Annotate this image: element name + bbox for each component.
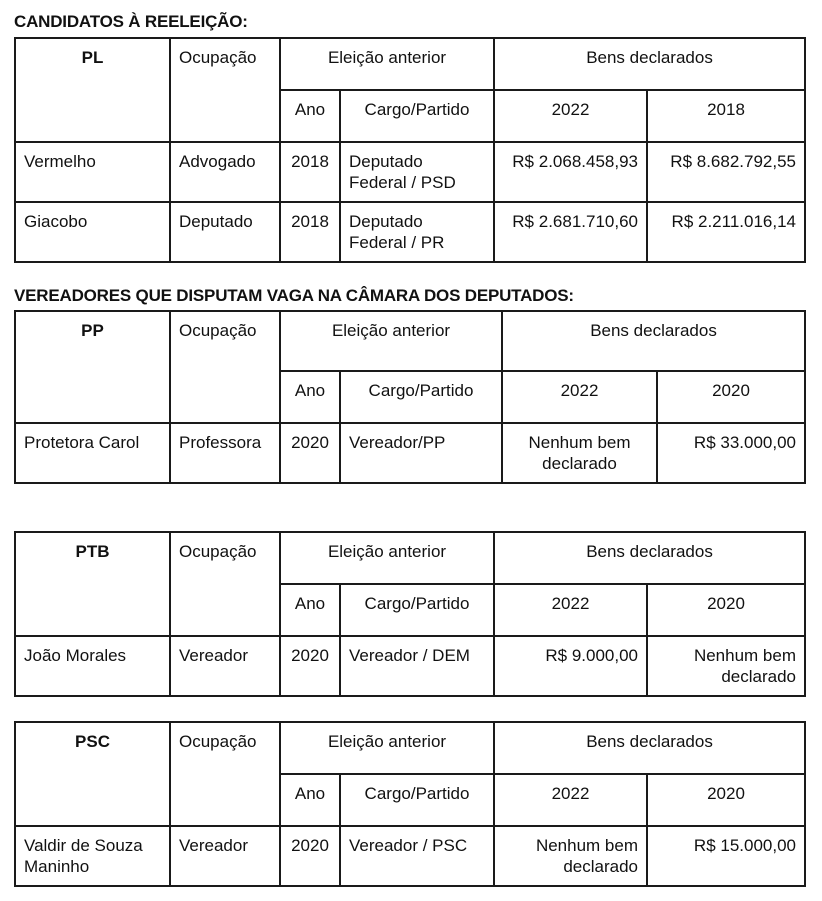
declared-assets-header: Bens declarados — [502, 311, 805, 371]
previous-election-header: Eleição anterior — [280, 38, 494, 90]
candidate-assets-a: R$ 9.000,00 — [494, 636, 647, 696]
previous-election-header: Eleição anterior — [280, 722, 494, 774]
assets-year-b-header: 2020 — [657, 371, 805, 423]
declared-assets-header: Bens declarados — [494, 722, 805, 774]
candidate-office: Deputado Federal / PSD — [340, 142, 494, 202]
assets-year-a-header: 2022 — [494, 774, 647, 826]
party-header: PTB — [15, 532, 170, 636]
occupation-header: Ocupação — [170, 532, 280, 636]
table-row — [15, 826, 805, 886]
candidate-year: 2018 — [280, 202, 340, 262]
section-heading-reeleicao: CANDIDATOS À REELEIÇÃO: — [14, 12, 248, 31]
previous-election-header: Eleição anterior — [280, 311, 502, 371]
candidate-name: Valdir de Souza Maninho — [15, 826, 170, 886]
assets-year-a-header: 2022 — [502, 371, 657, 423]
candidate-year: 2020 — [280, 423, 340, 483]
candidate-assets-b: R$ 33.000,00 — [657, 423, 805, 483]
table-row — [15, 202, 805, 262]
assets-year-a-header: 2022 — [494, 584, 647, 636]
office-party-header: Cargo/Partido — [340, 774, 494, 826]
office-party-header: Cargo/Partido — [340, 371, 502, 423]
occupation-header: Ocupação — [170, 38, 280, 142]
candidate-office: Deputado Federal / PR — [340, 202, 494, 262]
declared-assets-header: Bens declarados — [494, 532, 805, 584]
candidate-assets-a: Nenhum bem declarado — [502, 423, 657, 483]
candidates-table-pp — [14, 310, 806, 484]
year-header: Ano — [280, 90, 340, 142]
candidate-occupation: Advogado — [170, 142, 280, 202]
candidate-assets-a: Nenhum bem declarado — [494, 826, 647, 886]
year-header: Ano — [280, 774, 340, 826]
year-header: Ano — [280, 371, 340, 423]
candidate-occupation: Deputado — [170, 202, 280, 262]
previous-election-header: Eleição anterior — [280, 532, 494, 584]
candidate-name: Vermelho — [15, 142, 170, 202]
assets-year-b-header: 2020 — [647, 584, 805, 636]
year-header: Ano — [280, 584, 340, 636]
candidate-assets-b: R$ 8.682.792,55 — [647, 142, 805, 202]
candidate-office: Vereador / PSC — [340, 826, 494, 886]
candidate-office: Vereador / DEM — [340, 636, 494, 696]
assets-year-b-header: 2020 — [647, 774, 805, 826]
candidate-occupation: Professora — [170, 423, 280, 483]
candidates-table-psc — [14, 721, 806, 887]
candidate-year: 2020 — [280, 826, 340, 886]
section-heading-vereadores: VEREADORES QUE DISPUTAM VAGA NA CÂMARA DOS DEPUTADOS: — [14, 286, 574, 305]
office-party-header: Cargo/Partido — [340, 584, 494, 636]
candidate-assets-a: R$ 2.068.458,93 — [494, 142, 647, 202]
candidate-assets-b: R$ 15.000,00 — [647, 826, 805, 886]
candidate-year: 2018 — [280, 142, 340, 202]
table-row — [15, 423, 805, 483]
table-row — [15, 636, 805, 696]
candidate-year: 2020 — [280, 636, 340, 696]
candidate-name: Protetora Carol — [15, 423, 170, 483]
candidate-office: Vereador/PP — [340, 423, 502, 483]
candidate-assets-b: R$ 2.211.016,14 — [647, 202, 805, 262]
party-header: PSC — [15, 722, 170, 826]
candidate-name: Giacobo — [15, 202, 170, 262]
office-party-header: Cargo/Partido — [340, 90, 494, 142]
candidate-assets-b: Nenhum bem declarado — [647, 636, 805, 696]
candidate-name: João Morales — [15, 636, 170, 696]
assets-year-b-header: 2018 — [647, 90, 805, 142]
candidate-occupation: Vereador — [170, 636, 280, 696]
candidate-occupation: Vereador — [170, 826, 280, 886]
candidates-table-pl — [14, 37, 806, 263]
assets-year-a-header: 2022 — [494, 90, 647, 142]
candidate-assets-a: R$ 2.681.710,60 — [494, 202, 647, 262]
party-header: PL — [15, 38, 170, 142]
candidates-table-ptb — [14, 531, 806, 697]
declared-assets-header: Bens declarados — [494, 38, 805, 90]
occupation-header: Ocupação — [170, 311, 280, 423]
occupation-header: Ocupação — [170, 722, 280, 826]
table-row — [15, 142, 805, 202]
party-header: PP — [15, 311, 170, 423]
